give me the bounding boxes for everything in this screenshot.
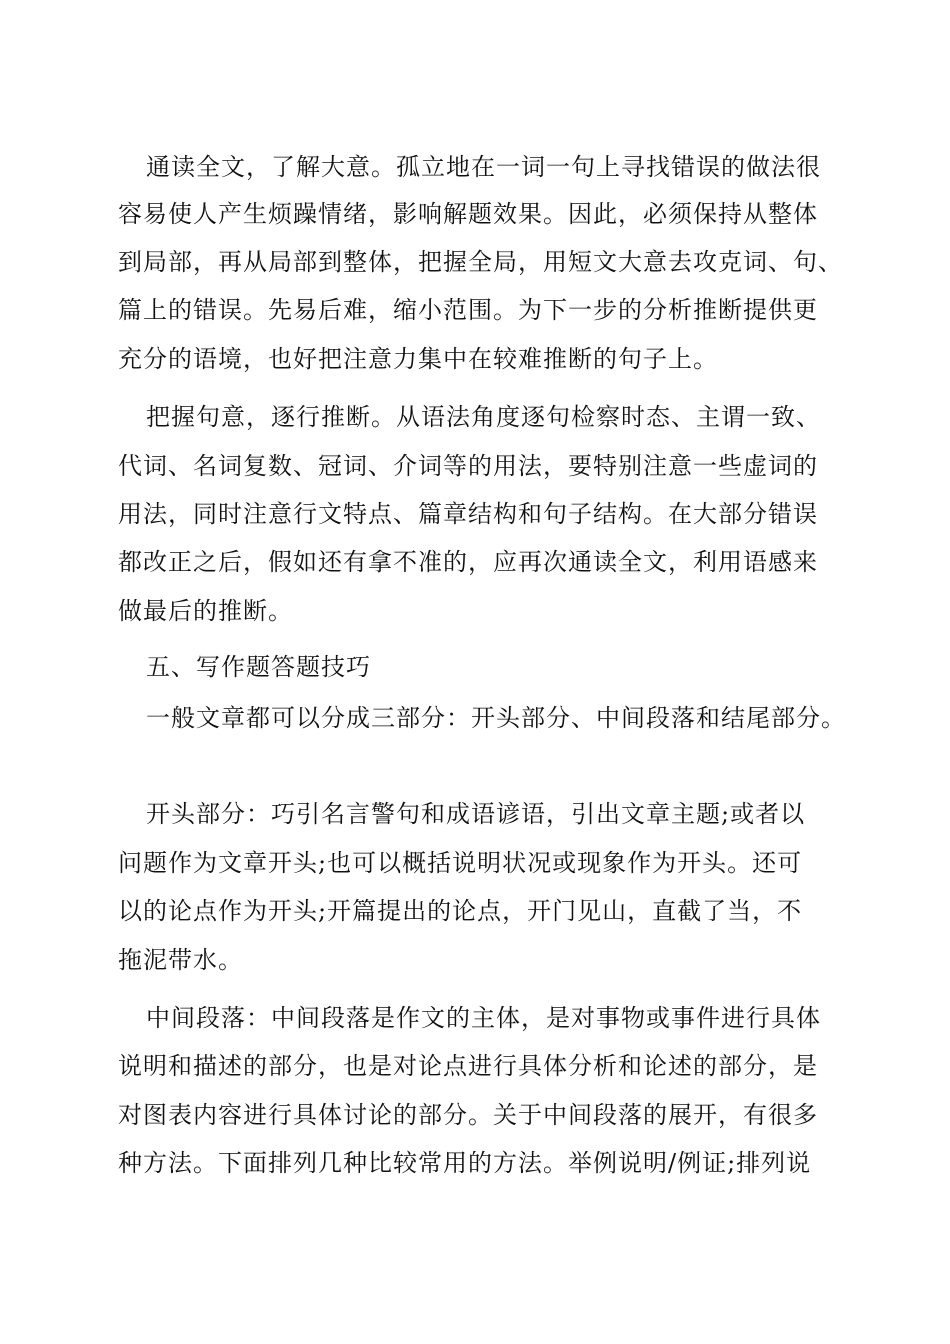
paragraph-5-line-4: 种方法。下面排列几种比较常用的方法。举例说明/例证;排列说	[118, 1149, 812, 1177]
paragraph-2-line-5: 做最后的推断。	[118, 597, 293, 625]
paragraph-2-line-3: 用法，同时注意行文特点、篇章结构和句子结构。在大部分错误	[118, 500, 818, 528]
paragraph-1-line-5: 充分的语境，也好把注意力集中在较难推断的句子上。	[118, 345, 718, 373]
paragraph-1-line-1: 通读全文，了解大意。孤立地在一词一句上寻找错误的做法很	[146, 153, 821, 181]
paragraph-1-line-3: 到局部，再从局部到整体，把握全局，用短文大意去攻克词、句、	[118, 248, 843, 276]
paragraph-2-line-1: 把握句意，逐行推断。从语法角度逐句检察时态、主谓一致、	[146, 403, 821, 431]
paragraph-5-line-2: 说明和描述的部分，也是对论点进行具体分析和论述的部分，是	[118, 1052, 818, 1080]
paragraph-3-line-1: 一般文章都可以分成三部分：开头部分、中间段落和结尾部分。	[146, 704, 846, 732]
paragraph-2-line-4: 都改正之后，假如还有拿不准的，应再次通读全文，利用语感来	[118, 548, 818, 576]
paragraph-1-line-4: 篇上的错误。先易后难，缩小范围。为下一步的分析推断提供更	[118, 296, 818, 324]
paragraph-1-line-2: 容易使人产生烦躁情绪，影响解题效果。因此，必须保持从整体	[118, 200, 818, 228]
paragraph-4-line-1: 开头部分：巧引名言警句和成语谚语，引出文章主题;或者以	[146, 800, 806, 828]
paragraph-5-line-1: 中间段落：中间段落是作文的主体，是对事物或事件进行具体	[146, 1004, 821, 1032]
section-heading: 五、写作题答题技巧	[146, 653, 371, 681]
paragraph-4-line-3: 以的论点作为开头;开篇提出的论点，开门见山，直截了当，不	[118, 897, 803, 925]
paragraph-5-line-3: 对图表内容进行具体讨论的部分。关于中间段落的展开，有很多	[118, 1101, 818, 1129]
paragraph-4-line-2: 问题作为文章开头;也可以概括说明状况或现象作为开头。还可	[118, 849, 803, 877]
paragraph-4-line-4: 拖泥带水。	[118, 946, 243, 974]
paragraph-2-line-2: 代词、名词复数、冠词、介词等的用法，要特别注意一些虚词的	[118, 452, 818, 480]
